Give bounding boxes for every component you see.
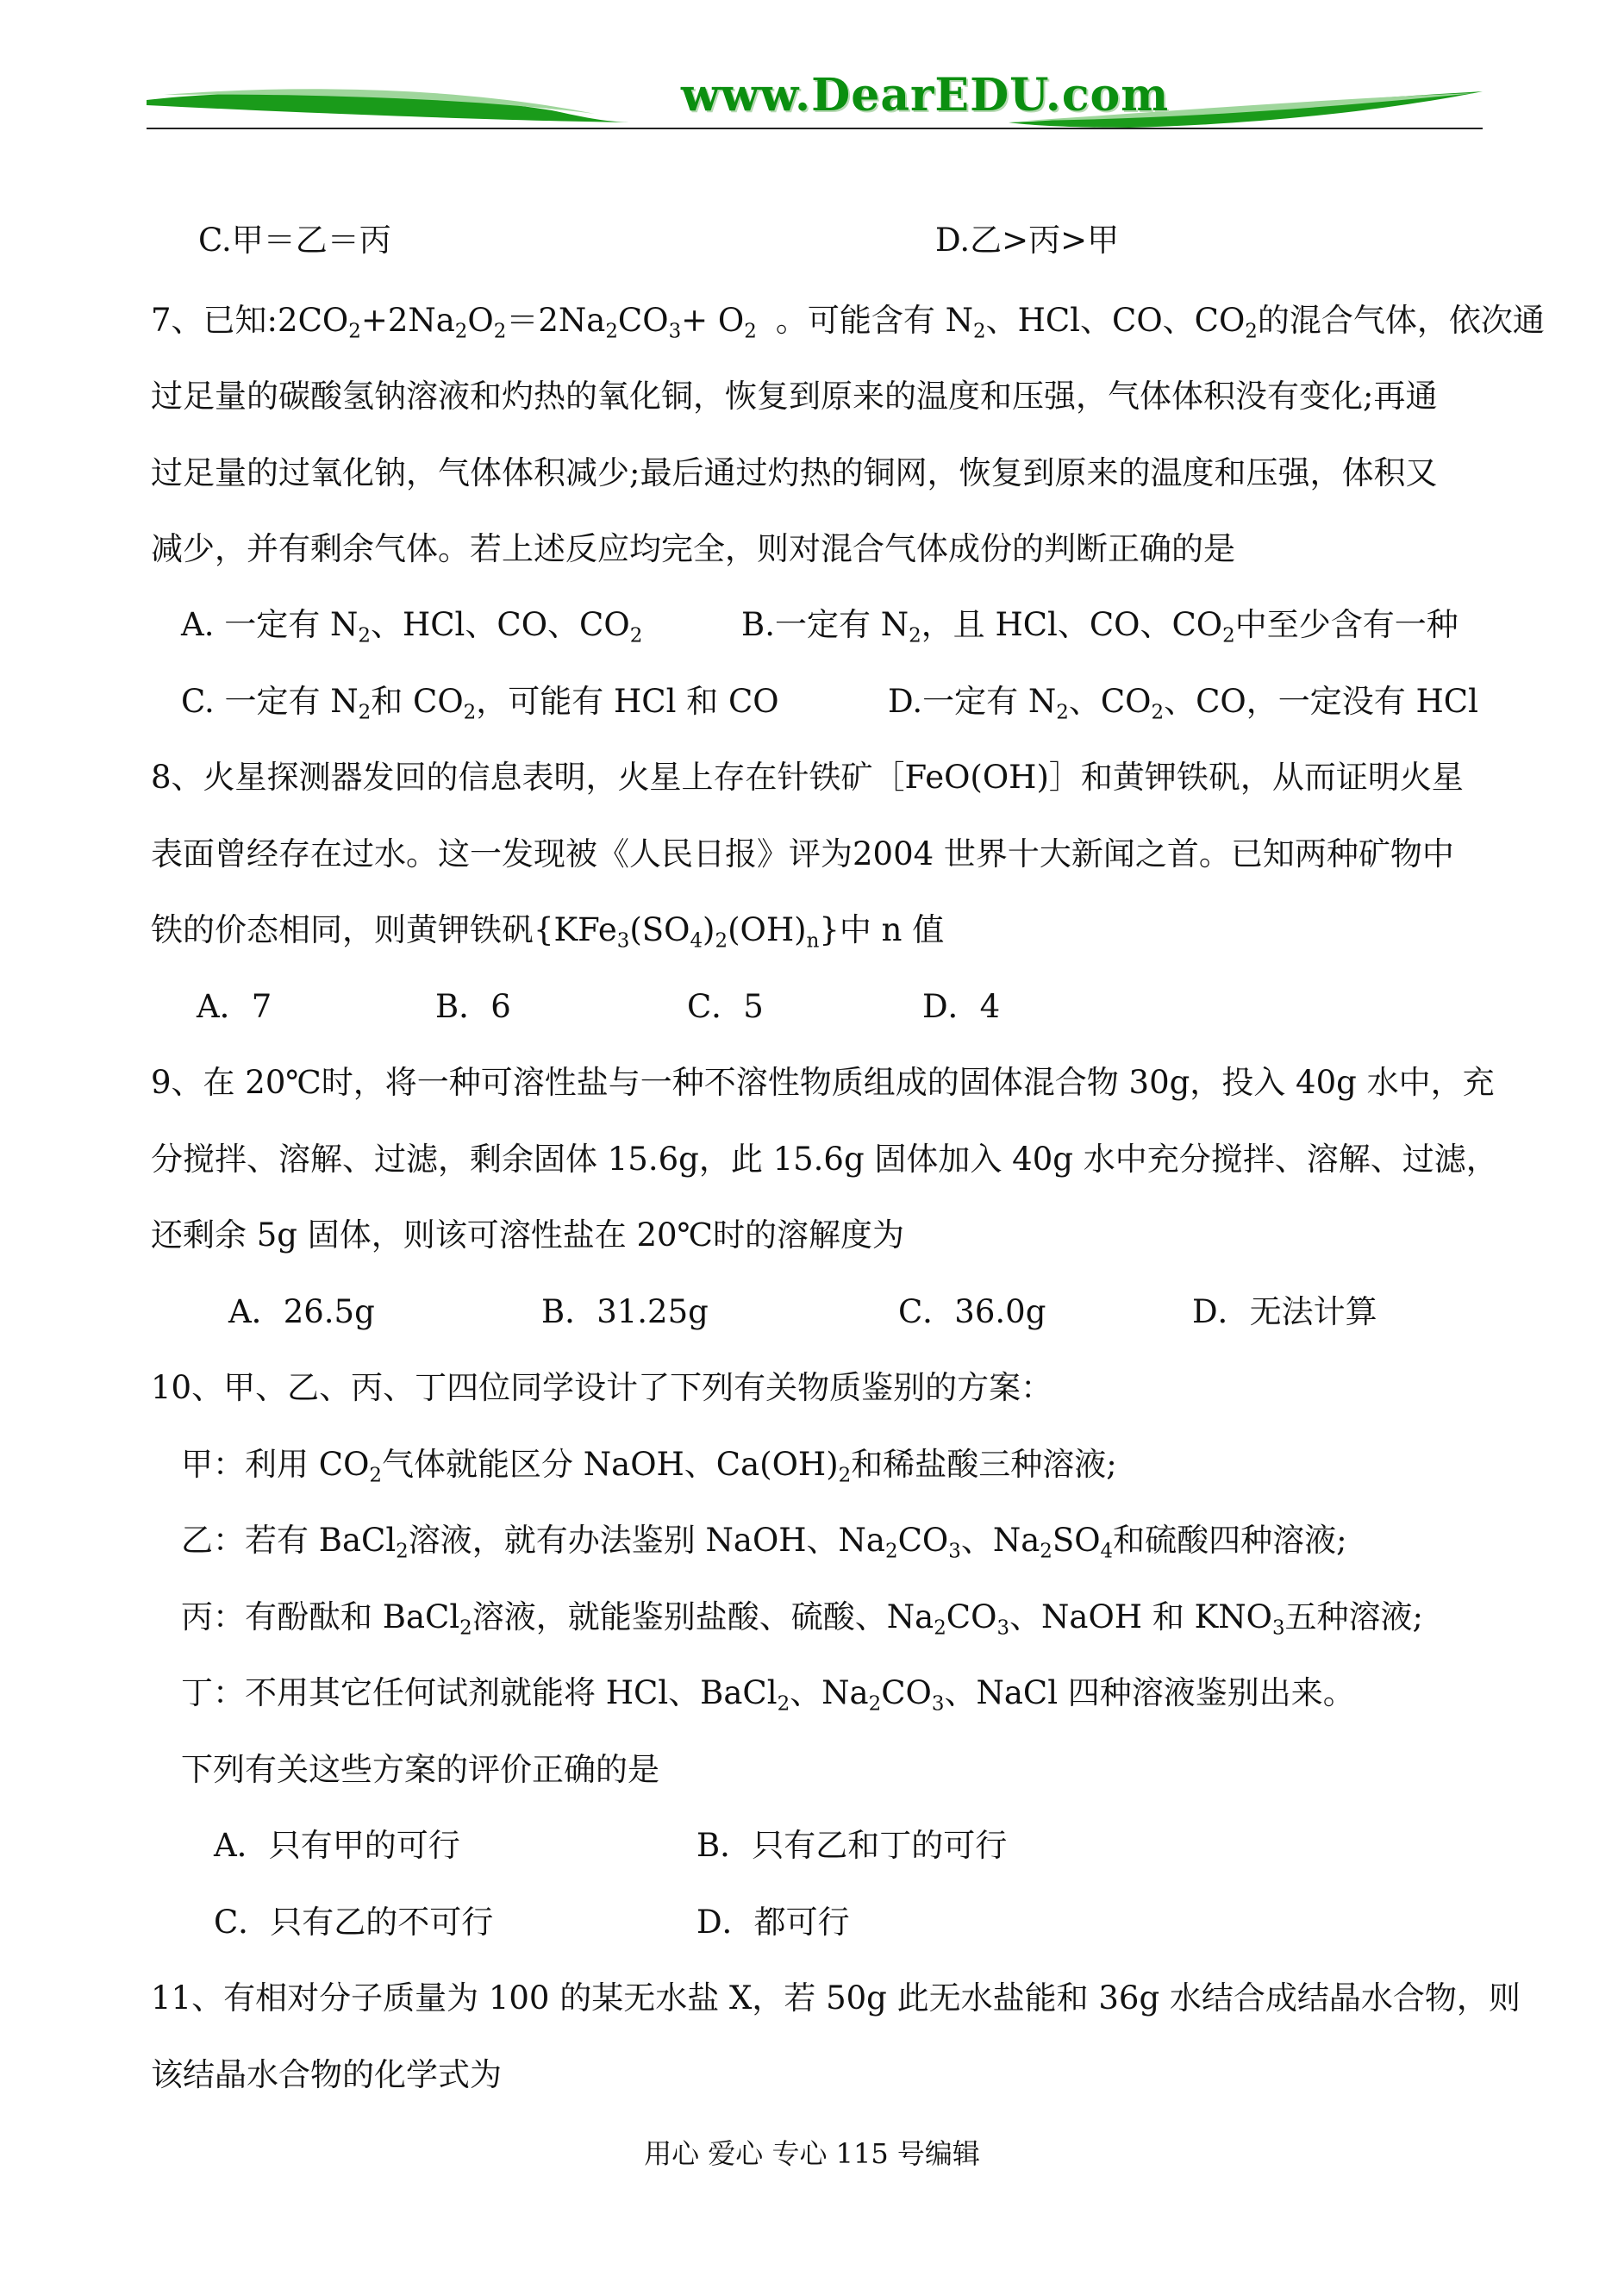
q10-scheme-yi: 乙：若有 BaCl$_2$溶液，就有办法鉴别 NaOH、$Na_2CO_3$、$Na_2SO_4$和硫酸四种溶液; [181, 1522, 1347, 1563]
q8-stem-line-2: 表面曾经存在过水。这一发现被《人民日报》评为2004 世界十大新闻之首。已知两种矿物中 [151, 835, 1454, 872]
q7-option-a: A. 一定有 $N_2$、HCl、CO、$CO_2$ [181, 606, 643, 647]
q6-option-d: D.乙>丙>甲 [935, 222, 1120, 259]
q7-option-d: D.一定有 $N_2$、$CO_2$、CO，一定没有 HCl [888, 683, 1478, 724]
q7-option-b: B.一定有 $N_2$，且 HCl、CO、$CO_2$中至少含有一种 [741, 606, 1458, 647]
q8-option-a: A．7 [197, 988, 272, 1025]
q8-stem-line-1: 8、火星探测器发回的信息表明，火星上存在针铁矿［FeO(OH)］和黄钾铁矾，从而证明火星 [151, 759, 1464, 796]
q10-option-a: A．只有甲的可行 [214, 1827, 460, 1864]
q10-scheme-ding: 丁：不用其它任何试剂就能将 HCl、BaCl$_2$、$Na_2CO_3$、NaCl 四种溶液鉴别出来。 [181, 1674, 1355, 1716]
q6-option-c: C.甲＝乙＝丙 [198, 222, 391, 259]
q10-stem: 10、甲、乙、丙、丁四位同学设计了下列有关物质鉴别的方案： [151, 1369, 1053, 1406]
q7-option-c: C. 一定有 $N_2$和 $CO_2$，可能有 HCl 和 CO [181, 683, 779, 724]
q7-stem-line-3: 过足量的过氧化钠，气体体积减少;最后通过灼热的铜网，恢复到原来的温度和压强，体积又 [151, 454, 1438, 491]
q9-stem-line-1: 9、在 20℃时，将一种可溶性盐与一种不溶性物质组成的固体混合物 30g，投入 40g 水中，充 [151, 1064, 1495, 1101]
q7-stem-line-1: 7、已知$:2CO_2+2Na_2O_2=2Na_2CO_3+ O_2$ 。可能含有 $N_2$、HCl、CO、$CO_2$的混合气体，依次通 [151, 302, 1545, 343]
q9-option-d: D．无法计算 [1192, 1293, 1377, 1330]
q9-option-c: C．36.0g [898, 1293, 1046, 1330]
q8-stem-line-3: 铁的价态相同，则黄钾铁矾$\{KFe_3(SO_4)_2(OH)_n\}$中 n 值 [151, 911, 945, 953]
q7-stem-line-2: 过足量的碳酸氢钠溶液和灼热的氧化铜，恢复到原来的温度和压强，气体体积没有变化;再通 [151, 378, 1438, 415]
q8-option-c: C．5 [687, 988, 764, 1025]
q10-option-b: B．只有乙和丁的可行 [696, 1827, 1008, 1864]
q11-stem-line-2: 该结晶水合物的化学式为 [151, 2056, 502, 2093]
q10-option-c: C．只有乙的不可行 [214, 1904, 494, 1941]
q10-prompt: 下列有关这些方案的评价正确的是 [181, 1751, 659, 1788]
site-logo: www.DearEDU.com [681, 69, 1170, 122]
page-footer: 用心 爱心 专心 115 号编辑 [644, 2137, 980, 2170]
q9-option-b: B．31.25g [541, 1293, 709, 1330]
q10-option-d: D．都可行 [696, 1904, 850, 1941]
q9-stem-line-3: 还剩余 5g 固体，则该可溶性盐在 20℃时的溶解度为 [151, 1216, 904, 1254]
header-divider [147, 128, 1483, 129]
q8-option-b: B．6 [435, 988, 511, 1025]
q8-option-d: D．4 [922, 988, 1001, 1025]
q10-scheme-jia: 甲：利用 $CO_2$气体就能区分 NaOH、$Ca(OH)_2$和稀盐酸三种溶液; [181, 1446, 1117, 1487]
q11-stem-line-1: 11、有相对分子质量为 100 的某无水盐 X，若 50g 此无水盐能和 36g 水结合成结晶水合物，则 [151, 1979, 1521, 2017]
q9-option-a: A．26.5g [228, 1293, 375, 1330]
q10-scheme-bing: 丙：有酚酞和 BaCl$_2$溶液，就能鉴别盐酸、硫酸、$Na_2CO_3$、NaOH 和 $KNO_3$五种溶液; [181, 1598, 1424, 1640]
q9-stem-line-2: 分搅拌、溶解、过滤，剩余固体 15.6g，此 15.6g 固体加入 40g 水中充分搅拌、溶解、过滤， [151, 1141, 1498, 1178]
q7-stem-line-4: 减少，并有剩余气体。若上述反应均完全，则对混合气体成份的判断正确的是 [151, 530, 1235, 567]
